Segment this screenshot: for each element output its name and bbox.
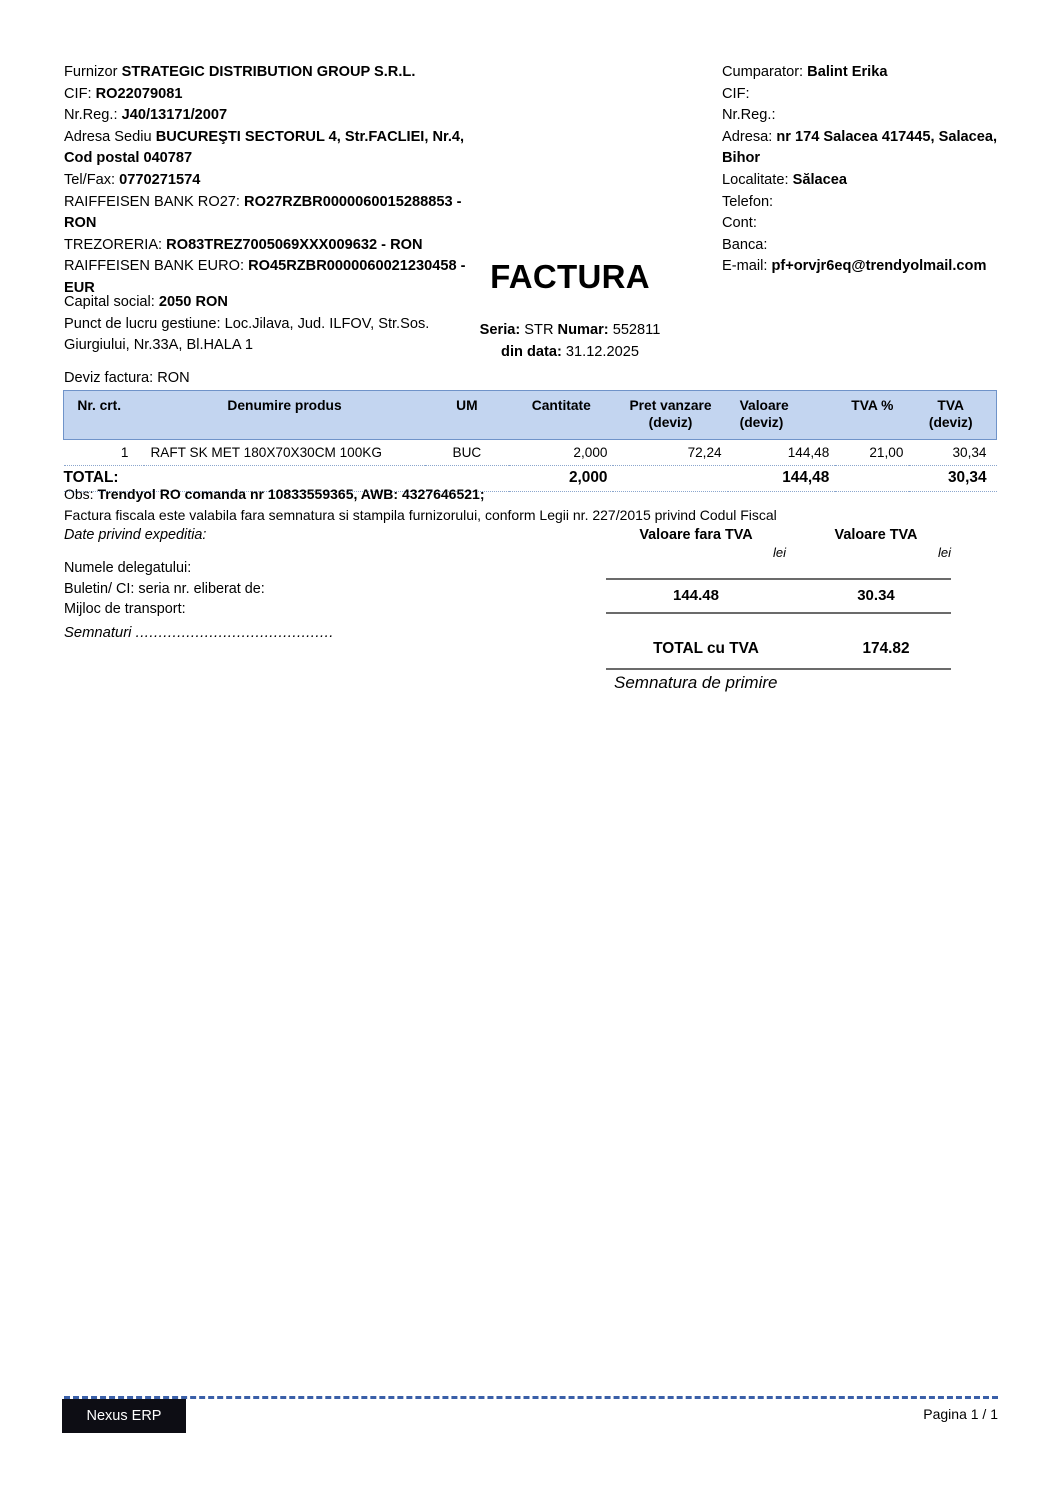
total-vat: 30,34 [909, 466, 996, 492]
supplier-bank2-label: TREZORERIA: [64, 236, 163, 253]
cell-product-name: RAFT SK MET 180X70X30CM 100KG [144, 440, 424, 466]
buyer-name-label: Cumparator: [722, 64, 804, 80]
supplier-capital-label: Capital social: [64, 294, 155, 310]
column-header-value-line2: (deviz) [739, 415, 784, 430]
page-footer [0, 1396, 1058, 1456]
buyer-account-line [722, 213, 1012, 235]
supplier-bank2-line [64, 235, 484, 257]
document-serial-block [420, 320, 720, 363]
supplier-workpoint-line2: Giurgiului, Nr.33A, Bl.HALA 1 [64, 337, 253, 354]
column-header-price-line2: (deviz) [648, 415, 693, 430]
cell-quantity: 2,000 [509, 440, 613, 466]
totals-value-net: 144.48 [673, 587, 719, 604]
buyer-reg-label: Nr.Reg.: [722, 107, 776, 124]
grand-total-label: TOTAL cu TVA [653, 640, 759, 657]
signatures-label: Semnaturi [64, 625, 132, 641]
document-date-label: din data: [501, 343, 562, 360]
grand-total-value: 174.82 [862, 640, 910, 657]
cell-um: BUC [425, 440, 510, 466]
totals-currency-vat: lei [937, 545, 951, 560]
buyer-email-line [722, 256, 1012, 278]
footer-divider [64, 1396, 998, 1399]
cell-vat: 30,34 [909, 440, 996, 466]
supplier-phone-value: 0770271574 [119, 171, 201, 188]
expedition-fields [64, 558, 265, 620]
supplier-bank1-value: RO27RZBR0000060015288853 - [244, 193, 462, 210]
supplier-workpoint-line1: Punct de lucru gestiune: Loc.Jilava, Jud. ILFOV, Str.Sos. [64, 315, 430, 332]
total-label: TOTAL: [64, 466, 145, 492]
supplier-name-line [64, 62, 484, 84]
column-header-price [613, 391, 727, 440]
column-header-nr: Nr. crt. [64, 391, 145, 440]
supplier-reg-label: Nr.Reg.: [64, 107, 118, 124]
supplier-address-value: BUCUREŞTI SECTORUL 4, Str.FACLIEI, Nr.4, [155, 128, 465, 145]
supplier-bank3-label: RAIFFEISEN BANK EURO: [64, 258, 245, 275]
supplier-bank1-line [64, 192, 484, 214]
expedition-delegate-label: Numele delegatului: [64, 560, 192, 576]
totals-header-vat: Valoare TVA [834, 527, 918, 543]
observations-label: Obs: [64, 486, 94, 502]
supplier-cif-line [64, 84, 484, 106]
totals-currency-row [606, 545, 951, 560]
column-header-um: UM [425, 391, 510, 440]
totals-currency-net: lei [772, 545, 786, 560]
buyer-cif-label: CIF: [722, 85, 750, 102]
observations-value: Trendyol RO comanda nr 10833559365, AWB: 4327646521; [97, 486, 485, 502]
supplier-bank3-value: RO45RZBR0000060021230458 - [248, 258, 466, 275]
cell-value: 144,48 [728, 440, 836, 466]
buyer-city-label: Localitate: [722, 171, 789, 188]
supplier-name-value: STRATEGIC DISTRIBUTION GROUP S.R.L. [121, 64, 416, 80]
buyer-cif-line [722, 84, 1012, 106]
supplier-reg-value: J40/13171/2007 [121, 107, 228, 124]
cell-price: 72,24 [613, 440, 727, 466]
buyer-address-line [722, 127, 1012, 149]
invoice-items-table [63, 390, 997, 492]
column-header-quantity: Cantitate [509, 391, 613, 440]
buyer-bank-line [722, 235, 1012, 257]
supplier-bank3-currency: EUR [64, 279, 95, 296]
expedition-transport-label: Mijloc de transport: [64, 601, 186, 617]
table-header-row [64, 391, 997, 440]
buyer-city-value: Sălacea [792, 171, 847, 188]
column-header-product: Denumire produs [144, 391, 424, 440]
supplier-phone-line [64, 170, 484, 192]
document-date-line [420, 342, 720, 364]
observations-block [64, 484, 964, 526]
document-series-line [420, 320, 720, 342]
column-header-value-line1: Valoare [739, 398, 789, 413]
cell-nr: 1 [64, 440, 145, 466]
invoice-items-header [64, 391, 997, 440]
buyer-city-line [722, 170, 1012, 192]
signatures-line [64, 625, 334, 641]
supplier-address-line2: Cod postal 040787 [64, 150, 193, 167]
supplier-bank1-label: RAIFFEISEN BANK RO27: [64, 193, 240, 210]
buyer-address-label: Adresa: [722, 128, 773, 145]
brand-badge: Nexus ERP [62, 1399, 186, 1433]
column-header-vat-line1: TVA [937, 398, 964, 413]
supplier-cif-value: RO22079081 [95, 85, 183, 102]
totals-header-net: Valoare fara TVA [639, 527, 753, 543]
totals-header-row [606, 527, 951, 543]
signatures-dots: ........................................... [135, 625, 334, 641]
document-number-value: 552811 [612, 322, 661, 338]
buyer-email-label: E-mail: [722, 258, 768, 275]
column-header-vat-line2: (deviz) [928, 415, 973, 430]
column-header-vat [909, 391, 996, 440]
supplier-bank1-currency: RON [64, 215, 97, 232]
total-quantity: 2,000 [509, 466, 613, 492]
buyer-name-value: Balint Erika [807, 64, 888, 80]
column-header-vat-percent: TVA % [835, 391, 909, 440]
buyer-phone-label: Telefon: [722, 193, 774, 210]
total-value: 144,48 [728, 466, 836, 492]
supplier-capital-value: 2050 RON [158, 294, 228, 310]
column-header-price-line1: Pret vanzare [629, 398, 712, 413]
observations-line [64, 484, 964, 505]
totals-value-vat: 30.34 [857, 587, 895, 604]
supplier-name-label: Furnizor [64, 64, 118, 80]
document-series-label: Seria: [479, 322, 521, 338]
receipt-signature-label: Semnatura de primire [614, 673, 778, 692]
buyer-name-line [722, 62, 1012, 84]
supplier-bank2-value: RO83TREZ7005069XXX009632 - RON [166, 236, 423, 253]
cell-vat-percent: 21,00 [835, 440, 909, 466]
legal-notice: Factura fiscala este valabila fara semnatura si stampila furnizorului, conform Legii nr. 227/2015 privind Codul Fiscal [64, 507, 777, 523]
buyer-phone-line [722, 192, 1012, 214]
totals-values-row [606, 580, 951, 604]
buyer-bank-label: Banca: [722, 236, 768, 253]
supplier-address-label: Adresa Sediu [64, 128, 152, 145]
document-date-value: 31.12.2025 [565, 343, 639, 360]
grand-total-row [606, 614, 951, 658]
buyer-block [722, 62, 1012, 278]
buyer-reg-line [722, 105, 1012, 127]
expedition-title: Date privind expeditia: [64, 527, 207, 543]
supplier-reg-line [64, 105, 484, 127]
buyer-email-value: pf+orvjr6eq@trendyolmail.com [771, 258, 987, 275]
expedition-idcard-label: Buletin/ CI: seria nr. eliberat de: [64, 580, 265, 597]
document-number-label: Numar: [557, 322, 609, 338]
column-header-value [728, 391, 836, 440]
table-row [64, 440, 997, 466]
buyer-address-line2: Bihor [722, 150, 761, 167]
buyer-address-value: nr 174 Salacea 417445, Salacea, [776, 128, 998, 145]
page-number: Pagina 1 / 1 [923, 1406, 998, 1422]
supplier-address-line [64, 127, 484, 149]
supplier-phone-label: Tel/Fax: [64, 171, 116, 188]
totals-block [606, 527, 951, 670]
buyer-account-label: Cont: [722, 215, 757, 232]
totals-rule-bottom [606, 668, 951, 670]
supplier-cif-label: CIF: [64, 85, 92, 102]
page-title: FACTURA [490, 258, 650, 295]
document-series-value: STR [524, 322, 554, 338]
deviz-currency-line: Deviz factura: RON [64, 370, 190, 386]
